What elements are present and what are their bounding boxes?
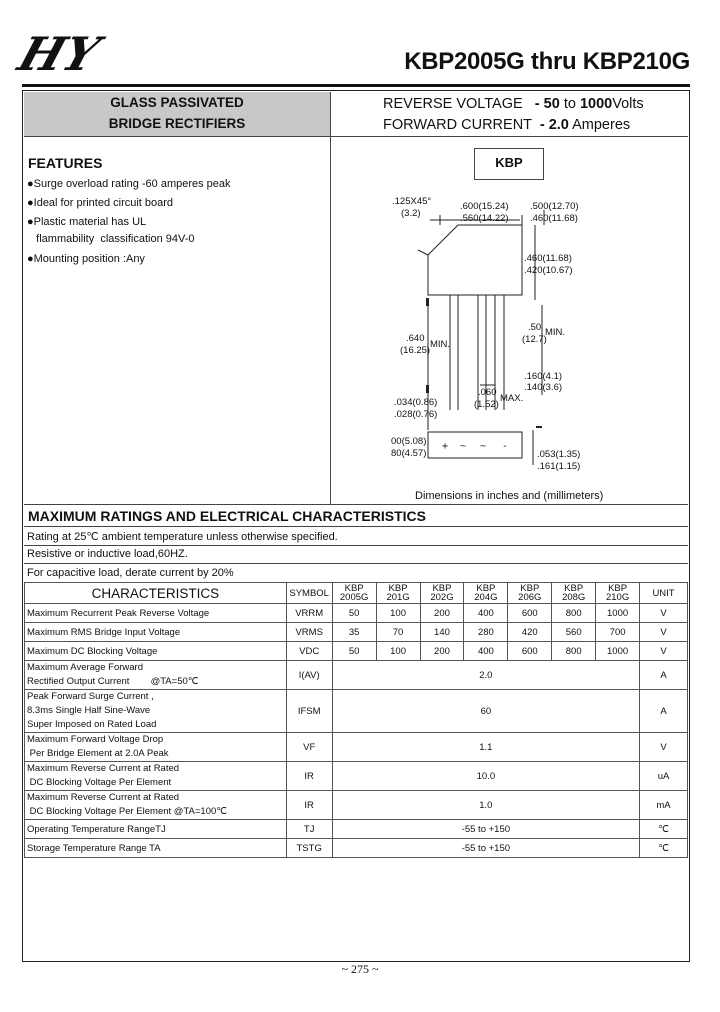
row-value: 200 (420, 642, 464, 661)
header-part (332, 583, 376, 604)
feature-item: ●Mounting position :Any (27, 253, 145, 265)
row-label: Maximum Recurrent Peak Reverse Voltage (25, 604, 287, 623)
characteristics-table (24, 582, 688, 858)
table-row (25, 690, 688, 733)
rating-note: Rating at 25℃ ambient temperature unless otherwise specified. (27, 531, 338, 543)
row-unit: mA (640, 791, 688, 820)
part-suffix: 201G (386, 592, 410, 603)
fc-unit: Amperes (572, 117, 631, 133)
row-label (25, 690, 287, 733)
feature-item: ●Ideal for printed circuit board (27, 197, 174, 209)
part-suffix: 206G (518, 592, 542, 603)
header-rule (22, 84, 690, 87)
row-label-line: DC Blocking Voltage Per Element (27, 777, 172, 788)
row-value: 1000 (596, 642, 640, 661)
header-characteristics: CHARACTERISTICS (25, 583, 287, 604)
banner-line-1: GLASS PASSIVATED (110, 95, 244, 110)
row-value: 1.1 (332, 733, 639, 762)
pin-ac-2: ~ (480, 441, 487, 452)
page-number: ~ 275 ~ (341, 962, 379, 976)
header-symbol: SYMBOL (286, 583, 332, 604)
row-symbol: VRRM (286, 604, 332, 623)
fc-value: 2.0 (548, 117, 569, 133)
row-label-line: Per Bridge Element at 2.0A Peak (27, 748, 169, 759)
feature-item: flammability classification 94V-0 (27, 233, 195, 245)
table-row (25, 839, 688, 858)
header-part (376, 583, 420, 604)
row-value: 35 (332, 623, 376, 642)
ratings-divider (24, 526, 688, 527)
header-part (420, 583, 464, 604)
fc-sep: - (539, 117, 545, 133)
row-label-line: Maximum Reverse Current at Rated (27, 763, 180, 774)
row-symbol: I(AV) (286, 661, 332, 690)
row-symbol: IR (286, 762, 332, 791)
rating-note: Resistive or inductive load,60HZ. (27, 548, 188, 560)
row-value: 100 (376, 642, 420, 661)
row-value: 50 (332, 604, 376, 623)
row-label: Operating Temperature RangeTJ (25, 820, 287, 839)
row-value: 2.0 (332, 661, 639, 690)
part-suffix: 208G (562, 592, 586, 603)
header-part (552, 583, 596, 604)
row-label: Storage Temperature Range TA (25, 839, 287, 858)
header-part (596, 583, 640, 604)
table-row (25, 604, 688, 623)
row-value: 800 (552, 604, 596, 623)
dim-pitch-min: .140(3.6) (524, 382, 563, 393)
row-value: 280 (464, 623, 508, 642)
feature-item: ●Surge overload rating -60 amperes peak (27, 178, 231, 190)
row-symbol: VDC (286, 642, 332, 661)
dim-thick-min: .028(0.76) (394, 409, 438, 420)
row-symbol: TJ (286, 820, 332, 839)
dim-height-max: .460(11.68) (524, 253, 572, 264)
dim-right-min: .460(11.68) (530, 213, 578, 224)
table-row (25, 791, 688, 820)
part-prefix: KBP (564, 583, 584, 594)
dim-edge-min: .161(1.15) (537, 461, 581, 472)
feature-item: ●Plastic material has UL (27, 216, 147, 228)
row-unit: ℃ (640, 820, 688, 839)
table-row (25, 661, 688, 690)
dim-chamfer-mm: (3.2) (401, 208, 421, 219)
dim-width-min: .560(14.22) (460, 213, 509, 224)
row-value: 400 (464, 642, 508, 661)
row-value: 1000 (596, 604, 640, 623)
dim-chamfer: .125X45° (392, 196, 432, 207)
rating-note: For capacitive load, derate current by 20% (27, 567, 234, 579)
row-symbol: VRMS (286, 623, 332, 642)
dim-spacing-min: 80(4.57) (391, 448, 427, 459)
fc-label: FORWARD CURRENT (383, 117, 532, 133)
row-value: 10.0 (332, 762, 639, 791)
row-value: 700 (596, 623, 640, 642)
row-value: 560 (552, 623, 596, 642)
note-divider (24, 563, 688, 564)
row-label (25, 762, 287, 791)
table-row (25, 642, 688, 661)
package-label: KBP (474, 148, 544, 180)
features-heading: FEATURES (28, 155, 103, 171)
row-unit: uA (640, 762, 688, 791)
dim-height-min: .420(10.67) (524, 265, 573, 276)
dim-width-max: .600(15.24) (460, 201, 509, 212)
table-row (25, 623, 688, 642)
reverse-voltage-spec (383, 96, 644, 112)
part-suffix: 202G (430, 592, 454, 603)
rv-max: 1000 (579, 96, 613, 112)
row-symbol: IFSM (286, 690, 332, 733)
document-title: KBP2005G thru KBP210G (404, 48, 690, 75)
row-value: 800 (552, 642, 596, 661)
part-prefix: KBP (476, 583, 496, 594)
table-row (25, 762, 688, 791)
row-value: -55 to +150 (332, 839, 639, 858)
banner-divider (24, 136, 688, 137)
row-label-line: Super Imposed on Rated Load (27, 719, 157, 730)
header-unit: UNIT (640, 583, 688, 604)
header-part (464, 583, 508, 604)
row-unit: V (640, 604, 688, 623)
dim-lead2-min: MIN. (545, 327, 566, 338)
row-value: 140 (420, 623, 464, 642)
forward-current-spec (383, 117, 630, 133)
row-value: 600 (508, 604, 552, 623)
dim-lead2: .50 (528, 322, 542, 333)
rv-sep: - (534, 96, 540, 112)
dimensions-caption: Dimensions in inches and (millimeters) (415, 490, 604, 502)
table-row (25, 733, 688, 762)
row-label-line: 8.3ms Single Half Sine-Wave (27, 705, 151, 716)
row-label (25, 733, 287, 762)
part-prefix: KBP (344, 583, 364, 594)
row-value: 100 (376, 604, 420, 623)
row-value: 600 (508, 642, 552, 661)
dim-lead-mm: (16.25) (400, 345, 431, 356)
pin-minus: - (502, 441, 509, 452)
row-unit: V (640, 642, 688, 661)
row-value: 400 (464, 604, 508, 623)
dim-thick-max: .034(0.86) (394, 397, 438, 408)
dim-lead-min: MIN. (430, 339, 451, 350)
package-drawing (330, 180, 688, 490)
row-symbol: TSTG (286, 839, 332, 858)
row-value: -55 to +150 (332, 820, 639, 839)
part-suffix: 204G (474, 592, 498, 603)
row-unit: V (640, 623, 688, 642)
rv-min: 50 (543, 96, 560, 112)
row-unit: A (640, 661, 688, 690)
dim-spacing-max: 00(5.08) (391, 436, 427, 447)
rv-to: to (563, 96, 576, 112)
pin-plus: + (442, 441, 449, 452)
ratings-heading: MAXIMUM RATINGS AND ELECTRICAL CHARACTERISTICS (28, 508, 426, 524)
table-header-row (25, 583, 688, 604)
row-label-line (27, 675, 284, 689)
pin-ac-1: ~ (460, 441, 467, 452)
dim-pitch-max: .160(4.1) (524, 371, 563, 382)
dim-pin-max: MAX. (500, 393, 524, 404)
row-label-line: Maximum Average Forward (27, 662, 143, 673)
header-part (508, 583, 552, 604)
company-logo (11, 28, 154, 82)
dim-pin-dia-mm: (1.52) (474, 399, 499, 410)
dim-pin-dia: .060 (478, 387, 497, 398)
row-condition: @TA=50℃ (150, 676, 199, 687)
row-label: Maximum DC Blocking Voltage (25, 642, 287, 661)
dim-right-max: .500(12.70) (530, 201, 579, 212)
rv-unit: Volts (612, 96, 644, 112)
dim-edge-max: .053(1.35) (537, 449, 581, 460)
row-symbol: IR (286, 791, 332, 820)
row-value: 1.0 (332, 791, 639, 820)
row-label (25, 791, 287, 820)
row-label-line: Maximum Reverse Current at Rated (27, 792, 180, 803)
row-unit: V (640, 733, 688, 762)
part-suffix: 210G (605, 592, 630, 603)
rv-label: REVERSE VOLTAGE (383, 96, 523, 112)
row-label (25, 661, 287, 690)
row-value: 70 (376, 623, 420, 642)
part-prefix: KBP (432, 583, 452, 594)
row-value: 200 (420, 604, 464, 623)
part-prefix: KBP (520, 583, 540, 594)
row-unit: ℃ (640, 839, 688, 858)
row-label-line: Maximum Forward Voltage Drop (27, 734, 164, 745)
row-unit: A (640, 690, 688, 733)
row-value: 50 (332, 642, 376, 661)
banner-line-2: BRIDGE RECTIFIERS (108, 116, 246, 131)
row-value: 60 (332, 690, 639, 733)
note-divider (24, 545, 688, 546)
package-body-outline (428, 225, 522, 295)
svg-text:HY: HY (11, 28, 106, 82)
dim-lead2-mm: (12.7) (522, 334, 547, 345)
row-label-text: Rectified Output Current (27, 676, 130, 687)
part-prefix: KBP (608, 583, 628, 594)
part-suffix: 2005G (339, 592, 369, 603)
row-symbol: VF (286, 733, 332, 762)
row-label-line: DC Blocking Voltage Per Element @TA=100℃ (27, 806, 227, 817)
section-divider (24, 504, 688, 505)
row-value: 420 (508, 623, 552, 642)
dim-lead: .640 (406, 333, 425, 344)
product-banner (24, 92, 331, 136)
table-row (25, 820, 688, 839)
row-label: Maximum RMS Bridge Input Voltage (25, 623, 287, 642)
row-label-line: Peak Forward Surge Current , (27, 691, 154, 702)
part-prefix: KBP (388, 583, 408, 594)
